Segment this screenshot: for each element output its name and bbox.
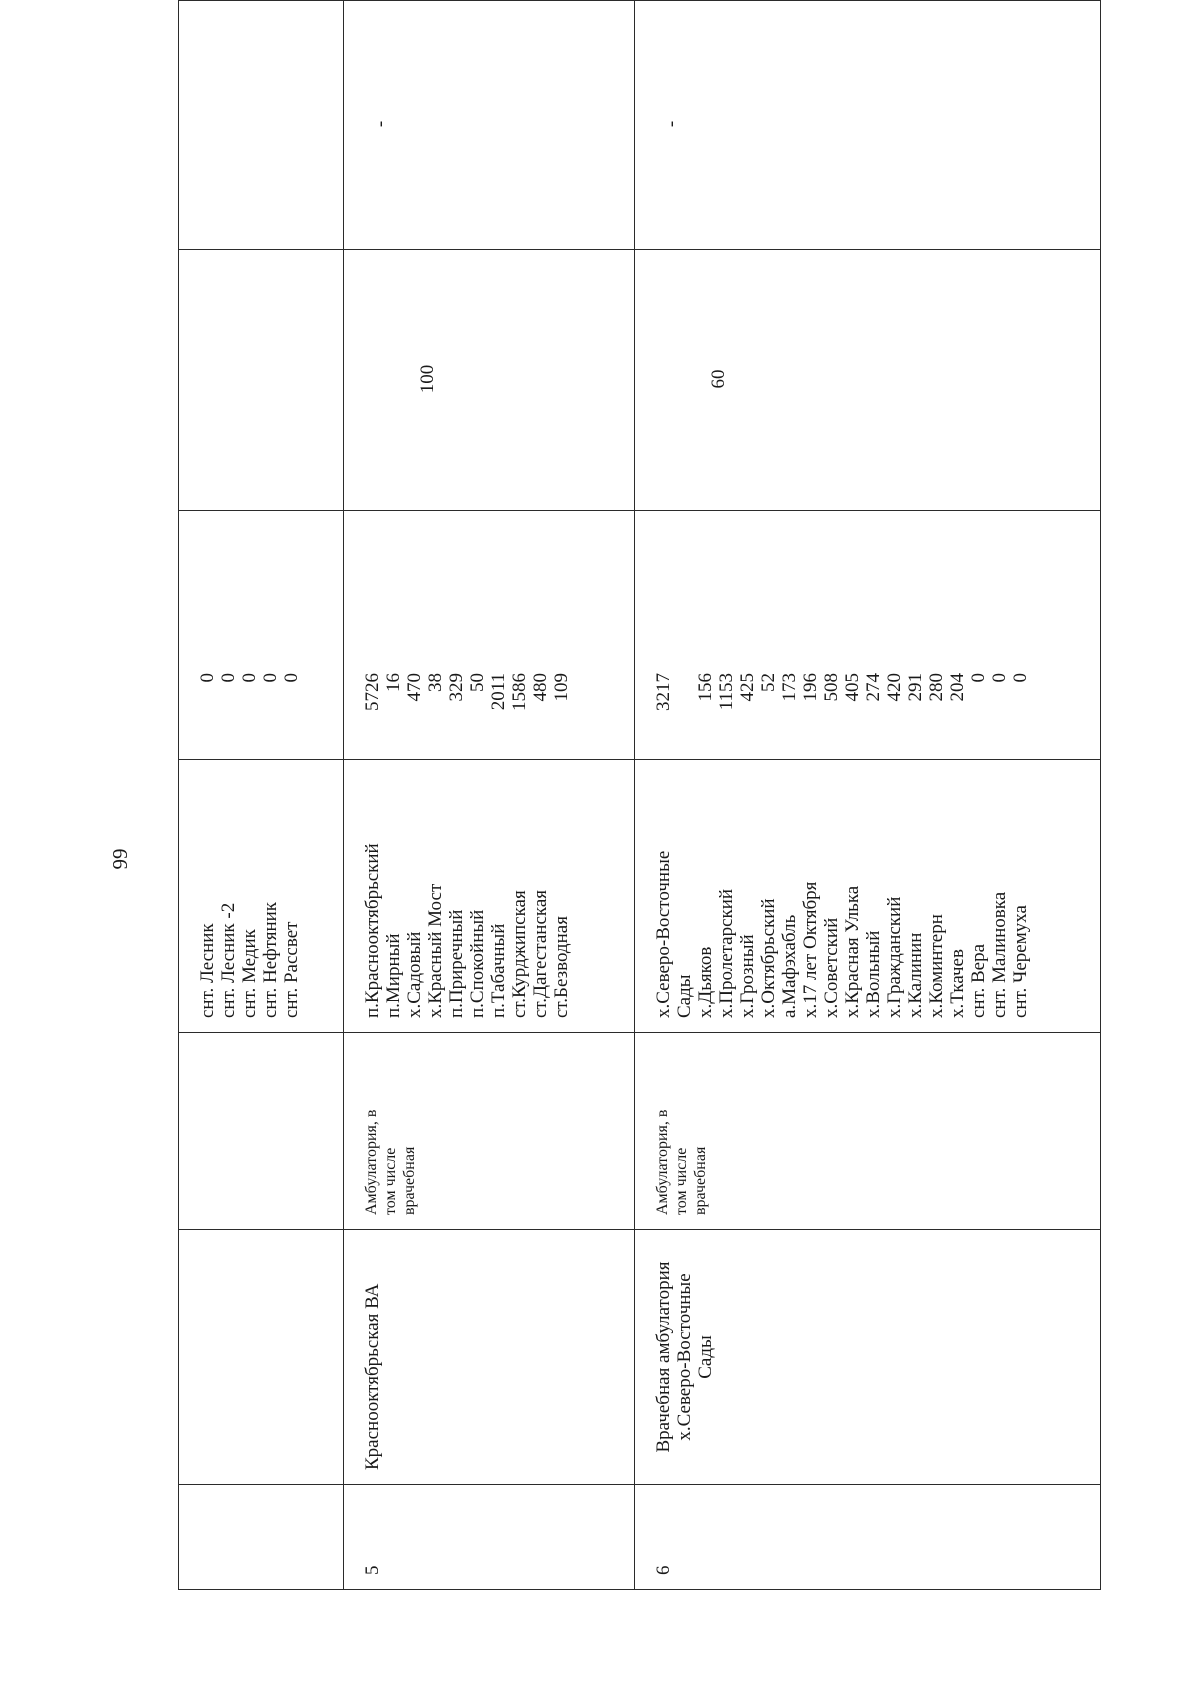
settlement-name: ст.Дагестанская xyxy=(530,889,551,1018)
row-number-cell xyxy=(344,1485,635,1590)
population-value: 0 xyxy=(197,673,218,683)
extra-cell xyxy=(344,1,635,250)
population-value: 196 xyxy=(800,673,821,702)
population-value: 508 xyxy=(821,673,842,702)
settlement-name: х.Гражданский xyxy=(884,896,905,1018)
settlement-name: х.Советский xyxy=(821,917,842,1018)
population-value: 1153 xyxy=(716,673,737,711)
settlement-name: х.Октябрьский xyxy=(758,898,779,1018)
settlement-name: х.Северо-Восточные xyxy=(653,850,674,1018)
capacity-cell xyxy=(344,250,635,511)
facility-type-line: том числе xyxy=(382,1147,399,1215)
row-number: 6 xyxy=(653,1565,674,1575)
settlement-name: ст.Безводная xyxy=(551,916,572,1018)
facility-type-cell xyxy=(635,1033,1101,1230)
population-value: 420 xyxy=(884,673,905,702)
population-value: 0 xyxy=(1010,673,1031,683)
facility-type-line: врачебная xyxy=(401,1146,418,1215)
settlement-name: снт. Рассвет xyxy=(281,921,302,1018)
facility-type-line: Амбулатория, в xyxy=(363,1109,380,1215)
population-value: 405 xyxy=(842,673,863,702)
settlement-name: ст.Курджипская xyxy=(509,890,530,1018)
population-value: 38 xyxy=(425,673,446,692)
population-value: 3217 xyxy=(653,673,674,711)
population-value: 274 xyxy=(863,673,884,702)
table-row-5 xyxy=(344,1,635,1590)
settlement-name: х.Коминтерн xyxy=(926,914,947,1018)
row-number-cell xyxy=(179,1485,344,1590)
population-value: 425 xyxy=(737,673,758,702)
population-value: 280 xyxy=(926,673,947,702)
population-value: 0 xyxy=(989,673,1010,683)
settlements-cell xyxy=(179,760,344,1033)
settlement-name: х.Ткачев xyxy=(947,949,968,1018)
facility-type-line: том числе xyxy=(673,1147,690,1215)
population-value: 16 xyxy=(383,673,404,692)
population-value: 156 xyxy=(695,673,716,702)
population-value: 0 xyxy=(239,673,260,683)
population-value: 1586 xyxy=(509,673,530,711)
capacity-value: 60 xyxy=(708,369,729,389)
population-value: 0 xyxy=(968,673,989,683)
population-value: 0 xyxy=(218,673,239,683)
settlement-name: х.Красная Улька xyxy=(842,885,863,1018)
settlement-name: х.17 лет Октября xyxy=(800,881,821,1018)
settlement-name: х.Дьяков xyxy=(695,946,716,1018)
facility-type-cell xyxy=(344,1033,635,1230)
population-value: 204 xyxy=(947,673,968,702)
settlement-name: снт. Черемуха xyxy=(1010,905,1031,1018)
settlement-name: снт. Вера xyxy=(968,943,989,1018)
settlement-name: х.Грозный xyxy=(737,934,758,1018)
facility-type-cell xyxy=(179,1033,344,1230)
dash-value: - xyxy=(661,120,682,128)
settlement-name: п.Мирный xyxy=(383,933,404,1018)
population-value: 173 xyxy=(779,673,800,702)
settlement-name: п.Краснооктябрьский xyxy=(362,843,383,1018)
settlement-name: снт. Лесник -2 xyxy=(218,902,239,1018)
settlement-name: п.Табачный xyxy=(488,923,509,1018)
capacity-value: 100 xyxy=(417,364,438,394)
settlement-name: п.Спокойный xyxy=(467,909,488,1018)
settlement-name: снт. Нефтяник xyxy=(260,901,281,1018)
population-value: 291 xyxy=(905,673,926,702)
population-value: 470 xyxy=(404,673,425,702)
facility-name: Краснооктябрьская ВА xyxy=(362,1283,383,1470)
settlements-cell xyxy=(635,760,1101,1033)
population-cell xyxy=(635,511,1101,760)
settlement-name: х.Красный Мост xyxy=(425,883,446,1018)
table-area xyxy=(178,110,1089,1590)
population-value xyxy=(674,673,695,745)
population-value: 480 xyxy=(530,673,551,702)
capacity-cell xyxy=(635,250,1101,511)
row-number-cell xyxy=(635,1485,1101,1590)
settlement-name: снт. Лесник xyxy=(197,923,218,1018)
table-row-6 xyxy=(635,1,1101,1590)
population-value: 2011 xyxy=(488,673,509,711)
settlement-name: снт. Малиновка xyxy=(989,891,1010,1018)
settlements-cell xyxy=(344,760,635,1033)
facility-type-line: врачебная xyxy=(692,1146,709,1215)
population-cell xyxy=(344,511,635,760)
population-value: 52 xyxy=(758,673,779,692)
extra-cell xyxy=(635,1,1101,250)
settlement-name: х.Пролетарский xyxy=(716,888,737,1018)
population-value: 0 xyxy=(260,673,281,683)
facility-type-line: Амбулатория, в xyxy=(654,1109,671,1215)
facility-name-cell xyxy=(179,1230,344,1485)
population-cell xyxy=(179,511,344,760)
settlement-name: х.Садовый xyxy=(404,931,425,1018)
population-value: 5726 xyxy=(362,673,383,711)
facilities-table xyxy=(178,0,1101,1590)
page-number: 99 xyxy=(108,848,132,870)
facility-name-line: Врачебная амбулатория xyxy=(653,1261,674,1453)
table-row-continued xyxy=(179,1,344,1590)
settlement-name: а.Мафэхабль xyxy=(779,914,800,1018)
facility-name-cell xyxy=(344,1230,635,1485)
settlement-name: х.Калинин xyxy=(905,932,926,1018)
facility-name-line: Сады xyxy=(695,1335,716,1379)
settlement-name: Сады xyxy=(674,974,695,1018)
extra-cell xyxy=(179,1,344,250)
capacity-cell xyxy=(179,250,344,511)
settlement-name: снт. Медик xyxy=(239,929,260,1018)
population-value: 0 xyxy=(281,673,302,683)
population-value: 50 xyxy=(467,673,488,692)
population-value: 329 xyxy=(446,673,467,702)
settlement-name: п.Приречный xyxy=(446,909,467,1018)
facility-name-line: х.Северо-Восточные xyxy=(674,1273,695,1441)
settlement-name: х.Вольный xyxy=(863,930,884,1018)
population-value: 109 xyxy=(551,673,572,702)
dash-value: - xyxy=(370,120,391,128)
row-number: 5 xyxy=(362,1565,383,1575)
facility-name-cell xyxy=(635,1230,1101,1485)
